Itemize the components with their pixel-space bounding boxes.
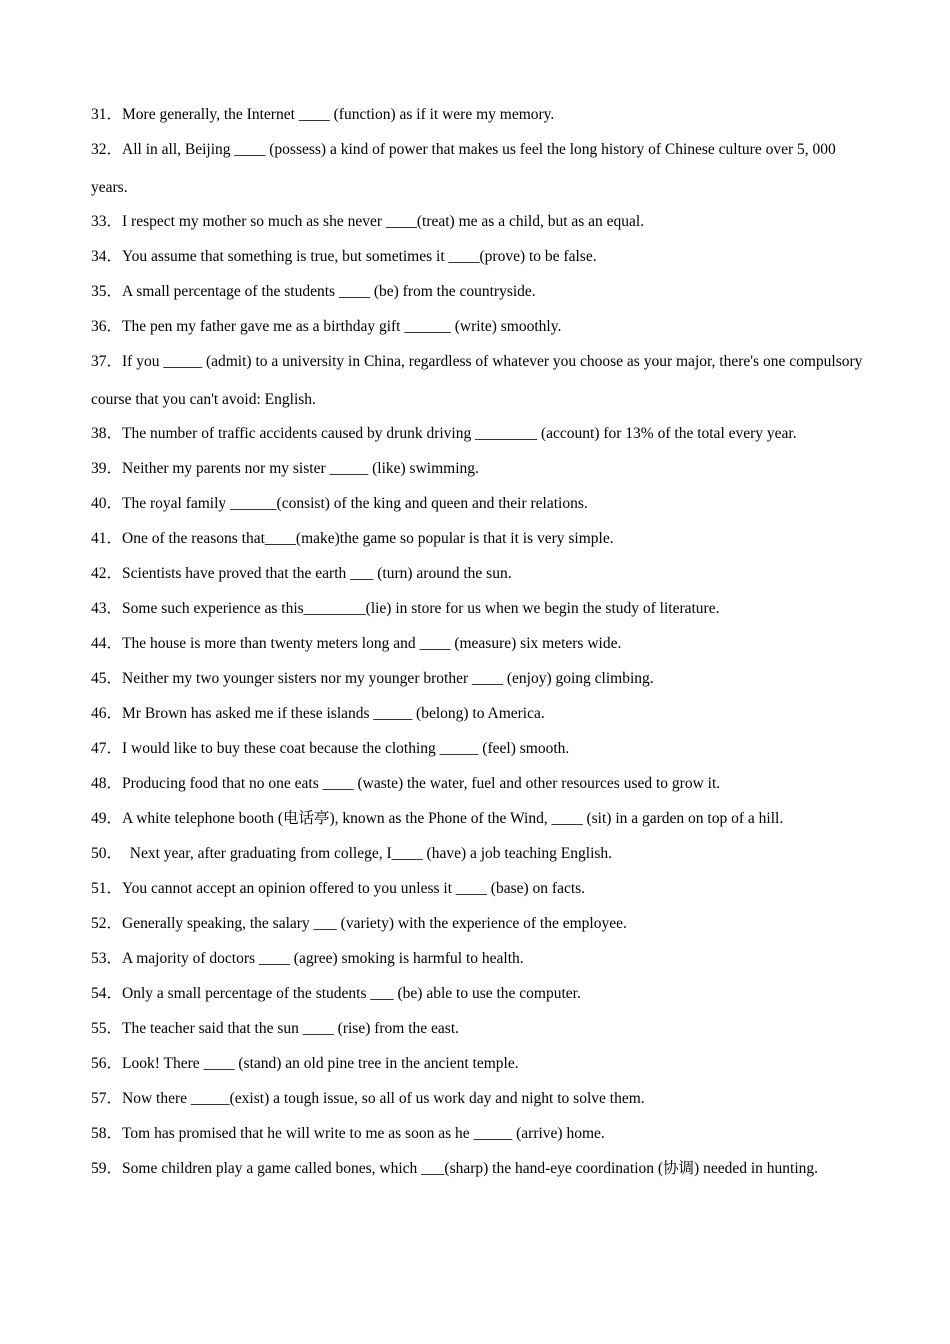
question-number: 45．: [91, 670, 123, 687]
question-37: [91, 343, 871, 418]
question-number: 44．: [91, 635, 123, 652]
question-text: I would like to buy these coat because the clothing _____ (feel) smooth.: [122, 740, 570, 757]
question-text: The pen my father gave me as a birthday gift ______ (write) smoothly.: [122, 318, 562, 335]
question-31: [91, 96, 871, 134]
question-32: [91, 131, 871, 206]
question-56: [91, 1045, 871, 1083]
question-text: One of the reasons that____(make)the game so popular is that it is very simple.: [122, 530, 614, 547]
question-50: [91, 835, 871, 873]
question-text: The house is more than twenty meters long and ____ (measure) six meters wide.: [122, 635, 622, 652]
question-number: 43．: [91, 600, 123, 617]
question-text: Only a small percentage of the students ___ (be) able to use the computer.: [122, 985, 581, 1002]
question-number: 59．: [91, 1160, 123, 1177]
question-34: [91, 238, 871, 276]
question-number: 52．: [91, 915, 123, 932]
question-text: Tom has promised that he will write to me as soon as he _____ (arrive) home.: [122, 1125, 605, 1142]
question-53: [91, 940, 871, 978]
question-57: [91, 1080, 871, 1118]
question-number: 38．: [91, 425, 123, 442]
question-text: A majority of doctors ____ (agree) smoking is harmful to health.: [122, 950, 524, 967]
question-49: [91, 800, 871, 838]
question-47: [91, 730, 871, 768]
question-43: [91, 590, 871, 628]
question-51: [91, 870, 871, 908]
question-number: 46．: [91, 705, 123, 722]
question-number: 55．: [91, 1020, 123, 1037]
question-text: A white telephone booth (电话亭), known as the Phone of the Wind, ____ (sit) in a garden on top of a hill.: [122, 810, 784, 827]
question-54: [91, 975, 871, 1013]
question-text: Some such experience as this________(lie) in store for us when we begin the study of literature.: [122, 600, 720, 617]
question-number: 39．: [91, 460, 123, 477]
question-number: 54．: [91, 985, 123, 1002]
question-number: 51．: [91, 880, 123, 897]
question-48: [91, 765, 871, 803]
question-text: Now there _____(exist) a tough issue, so all of us work day and night to solve them.: [122, 1090, 645, 1107]
question-number: 31．: [91, 106, 123, 123]
question-number: 37．: [91, 353, 123, 370]
question-59: [91, 1150, 871, 1188]
question-41: [91, 520, 871, 558]
question-text: Mr Brown has asked me if these islands _____ (belong) to America.: [122, 705, 545, 722]
question-text: Look! There ____ (stand) an old pine tree in the ancient temple.: [122, 1055, 519, 1072]
question-number: 49．: [91, 810, 123, 827]
question-number: 56．: [91, 1055, 123, 1072]
question-text: Neither my two younger sisters nor my younger brother ____ (enjoy) going climbing.: [122, 670, 654, 687]
question-46: [91, 695, 871, 733]
question-text: Next year, after graduating from college, I____ (have) a job teaching English.: [122, 845, 613, 862]
question-number: 58．: [91, 1125, 123, 1142]
question-44: [91, 625, 871, 663]
question-text: I respect my mother so much as she never ____(treat) me as a child, but as an equal.: [122, 213, 645, 230]
question-number: 34．: [91, 248, 123, 265]
question-text: Generally speaking, the salary ___ (variety) with the experience of the employee.: [122, 915, 627, 932]
question-text: A small percentage of the students ____ (be) from the countryside.: [122, 283, 536, 300]
question-text: You assume that something is true, but sometimes it ____(prove) to be false.: [122, 248, 597, 265]
question-number: 33．: [91, 213, 123, 230]
question-number: 32．: [91, 141, 123, 158]
question-text: Some children play a game called bones, which ___(sharp) the hand-eye coordination (协调) needed in hunting.: [122, 1160, 819, 1177]
question-40: [91, 485, 871, 523]
question-number: 35．: [91, 283, 123, 300]
question-55: [91, 1010, 871, 1048]
question-text: If you _____ (admit) to a university in China, regardless of whatever you choose as your major, there's one compulsory course that you can't avoid: English.: [91, 353, 867, 408]
question-35: [91, 273, 871, 311]
question-39: [91, 450, 871, 488]
question-text: The number of traffic accidents caused by drunk driving ________ (account) for 13% of the total every year.: [122, 425, 797, 442]
question-number: 50．: [91, 845, 123, 862]
question-text: Scientists have proved that the earth ___ (turn) around the sun.: [122, 565, 512, 582]
question-number: 57．: [91, 1090, 123, 1107]
question-text: More generally, the Internet ____ (function) as if it were my memory.: [122, 106, 555, 123]
question-number: 48．: [91, 775, 123, 792]
question-text: Producing food that no one eats ____ (waste) the water, fuel and other resources used to grow it.: [122, 775, 721, 792]
question-text: The royal family ______(consist) of the king and queen and their relations.: [122, 495, 588, 512]
question-33: [91, 203, 871, 241]
question-text: The teacher said that the sun ____ (rise) from the east.: [122, 1020, 460, 1037]
question-text: You cannot accept an opinion offered to you unless it ____ (base) on facts.: [122, 880, 586, 897]
question-42: [91, 555, 871, 593]
question-number: 40．: [91, 495, 123, 512]
question-text: Neither my parents nor my sister _____ (like) swimming.: [122, 460, 479, 477]
question-36: [91, 308, 871, 346]
question-number: 42．: [91, 565, 123, 582]
question-38: [91, 415, 871, 453]
question-number: 47．: [91, 740, 123, 757]
question-number: 41．: [91, 530, 123, 547]
question-text: All in all, Beijing ____ (possess) a kind of power that makes us feel the long history of Chinese culture over 5, 000 years.: [91, 141, 840, 196]
question-45: [91, 660, 871, 698]
worksheet-page: [91, 96, 871, 1185]
question-number: 36．: [91, 318, 123, 335]
question-number: 53．: [91, 950, 123, 967]
question-58: [91, 1115, 871, 1153]
question-52: [91, 905, 871, 943]
